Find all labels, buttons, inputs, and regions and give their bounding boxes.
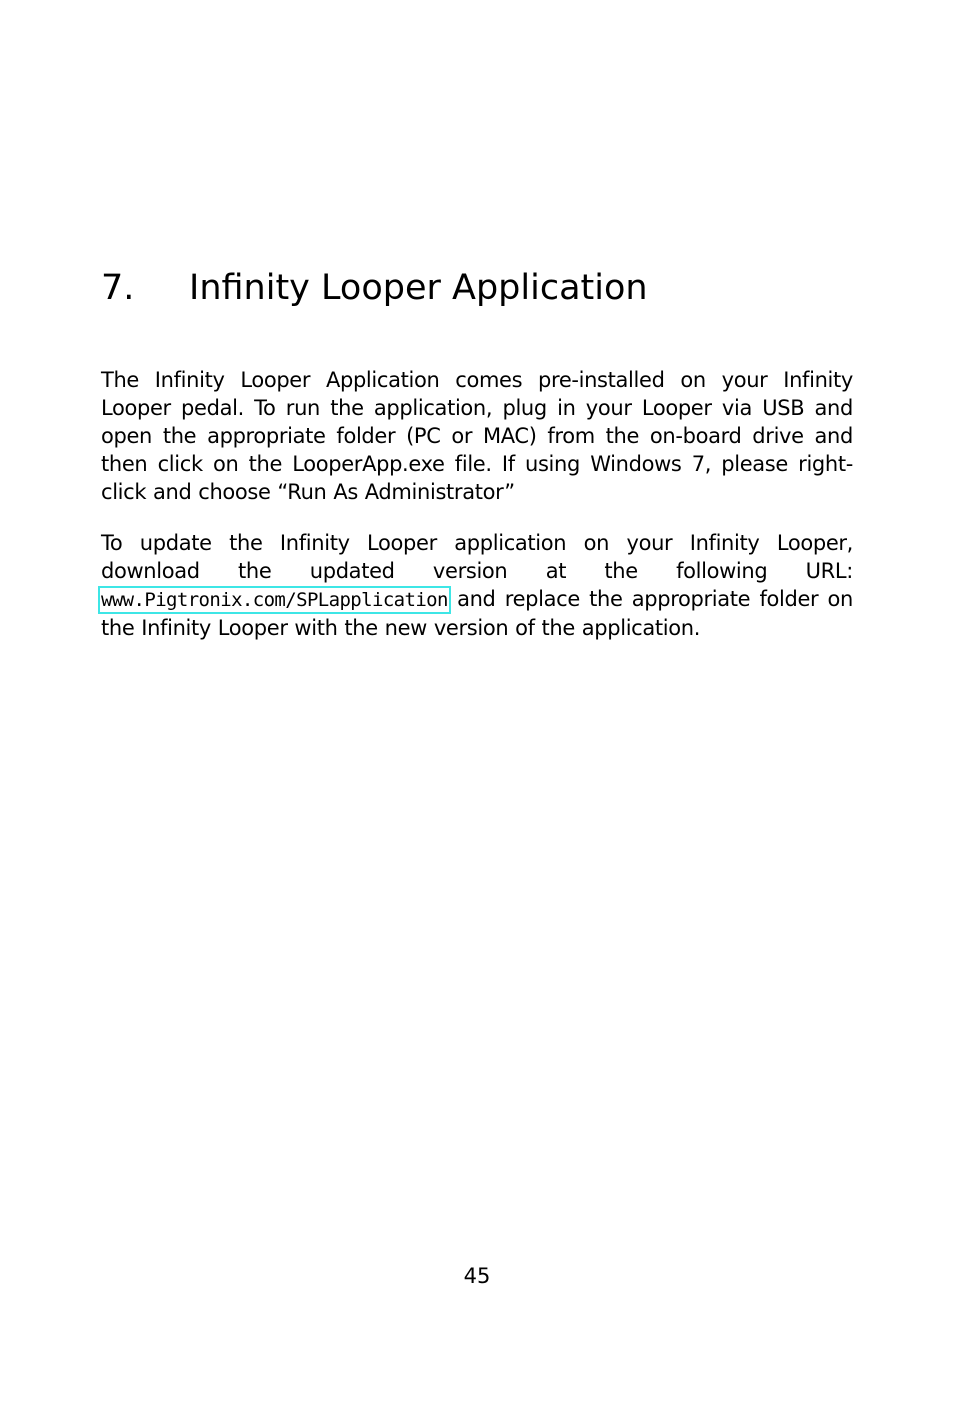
pigtronix-url-link[interactable]: www.Pigtronix.com/SPLapplication	[101, 589, 448, 611]
paragraph-intro: The Infinity Looper Application comes pre-installed on your Infinity Looper pedal. To run the application, plug in your Looper via USB and open the appropriate folder (PC or MAC) from the on-board drive and then click on the LooperApp.exe file. If using Windows 7, please right-click and choose “Run As Administrator”	[101, 368, 853, 504]
page-number: 45	[463, 1264, 491, 1288]
paragraph-update	[101, 529, 853, 642]
section-heading	[101, 262, 861, 314]
paragraph-update-text-after: and replace the appropriate folder on the Infinity Looper with the new version of the application.	[101, 587, 853, 640]
paragraph-update-text-before: To update the Infinity Looper application on your Infinity Looper, download the updated version at the following URL:	[101, 531, 853, 583]
section-title: Infinity Looper Application	[189, 268, 648, 308]
section-number: 7.	[101, 268, 135, 308]
